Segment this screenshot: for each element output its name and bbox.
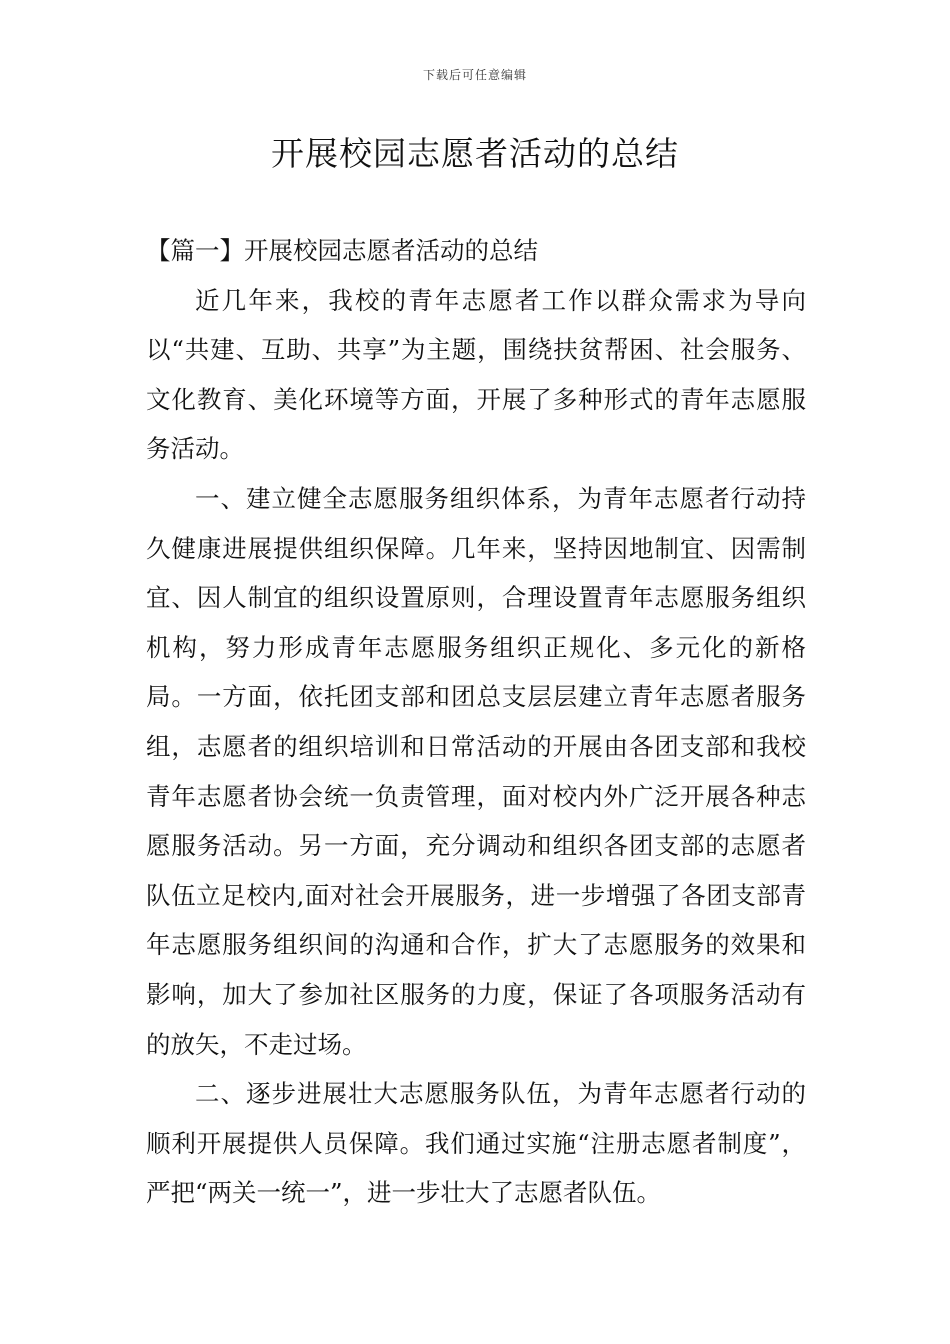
paragraph-intro: 近几年来，我校的青年志愿者工作以群众需求为导向以“共建、互助、共享”为主题，围绕扶贫帮困、社会服务、文化教育、美化环境等方面，开展了多种形式的青年志愿服务活动。 <box>146 285 806 464</box>
paragraph-organization: 一、建立健全志愿服务组织体系，为青年志愿者行动持久健康进展提供组织保障。几年来，坚持因地制宜、因需制宜、因人制宜的组织设置原则，合理设置青年志愿服务组织机构，努力形成青年志愿服务组织正规化、多元化的新格局。一方面，依托团支部和团总支层层建立青年志愿者服务组，志愿者的组织培训和日常活动的开展由各团支部和我校青年志愿者协会统一负责管理，面对校内外广泛开展各种志愿服务活动。另一方面，充分调动和组织各团支部的志愿者队伍立足校内,面对社会开展服务，进一步增强了各团支部青年志愿服务组织间的沟通和合作，扩大了志愿服务的效果和影响，加大了参加社区服务的力度，保证了各项服务活动有的放矢，不走过场。 <box>146 483 806 1059</box>
section-heading: 【篇一】开展校园志愿者活动的总结 <box>146 236 538 265</box>
document-title: 开展校园志愿者活动的总结 <box>271 134 679 173</box>
paragraph-team: 二、逐步进展壮大志愿服务队伍，为青年志愿者行动的顺利开展提供人员保障。我们通过实施“注册志愿者制度”，严把“两关一统一”，进一步壮大了志愿者队伍。 <box>146 1079 806 1208</box>
document-body <box>146 226 806 1218</box>
header-note: 下载后可任意编辑 <box>422 68 527 82</box>
